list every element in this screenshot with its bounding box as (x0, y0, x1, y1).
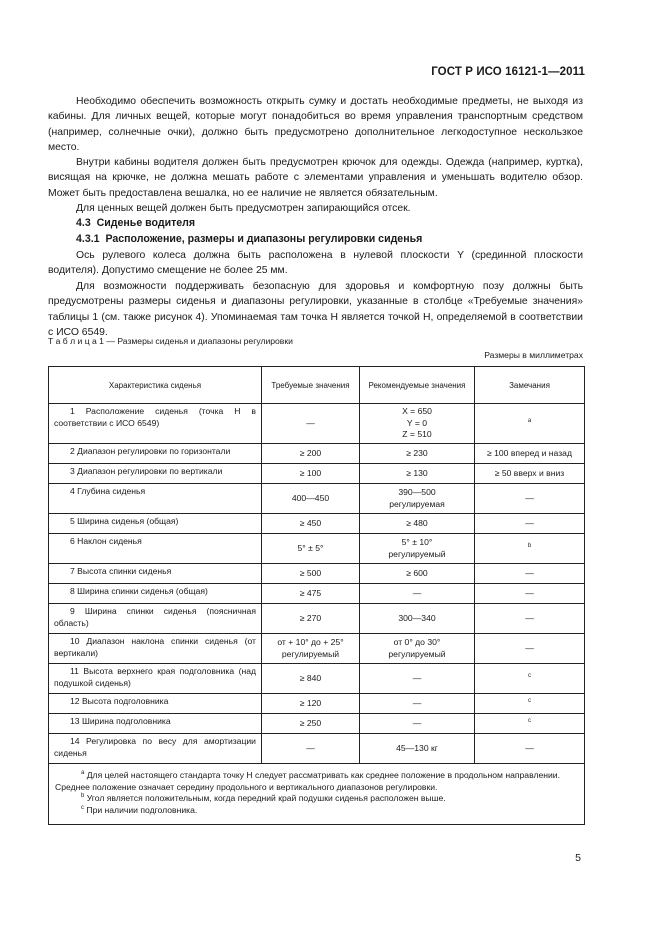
characteristic-cell: 9 Ширина спинки сиденья (поясничная область) (49, 604, 262, 634)
table-units: Размеры в миллиметрах (484, 350, 583, 360)
table-row (49, 714, 585, 734)
recommended-value-cell: 5° ± 10° регулируемый (360, 534, 475, 564)
note-cell: c (475, 714, 585, 734)
column-header: Требуемые значения (262, 367, 360, 404)
seat-dimensions-table (48, 366, 585, 825)
required-value-cell: ≥ 475 (262, 584, 360, 604)
recommended-value-cell: от 0° до 30° регулируемый (360, 634, 475, 664)
column-header: Рекомендуемые значения (360, 367, 475, 404)
required-value-cell: ≥ 450 (262, 514, 360, 534)
characteristic-cell: 3 Диапазон регулировки по вертикали (49, 464, 262, 484)
characteristic-cell: 7 Высота спинки сиденья (49, 564, 262, 584)
column-header: Замечания (475, 367, 585, 404)
note-cell: — (475, 564, 585, 584)
required-value-cell: ≥ 840 (262, 664, 360, 694)
document-header: ГОСТ Р ИСО 16121-1—2011 (431, 66, 585, 78)
note-cell: — (475, 734, 585, 764)
paragraph: Ось рулевого колеса должна быть расположена в нулевой плоскости Y (срединной плоскости водителя). Допустимо смещение не более 25 мм. (48, 250, 583, 277)
required-value-cell: от + 10° до + 25° регулируемый (262, 634, 360, 664)
required-value-cell: — (262, 734, 360, 764)
table-footnotes (49, 764, 585, 825)
recommended-value-cell: ≥ 230 (360, 444, 475, 464)
table-row (49, 464, 585, 484)
note-cell: — (475, 584, 585, 604)
characteristic-cell: 13 Ширина подголовника (49, 714, 262, 734)
required-value-cell: ≥ 250 (262, 714, 360, 734)
recommended-value-cell: ≥ 600 (360, 564, 475, 584)
required-value-cell: ≥ 500 (262, 564, 360, 584)
recommended-value-cell: ≥ 480 (360, 514, 475, 534)
table-header-row (49, 367, 585, 404)
characteristic-cell: 1 Расположение сиденья (точка H в соответствии с ИСО 6549) (49, 404, 262, 444)
recommended-value-cell: — (360, 714, 475, 734)
note-cell: a (475, 404, 585, 444)
table-row (49, 584, 585, 604)
footnotes-row (49, 764, 585, 825)
table-row (49, 404, 585, 444)
required-value-cell: 5° ± 5° (262, 534, 360, 564)
characteristic-cell: 14 Регулировка по весу для амортизации сиденья (49, 734, 262, 764)
characteristic-cell: 8 Ширина спинки сиденья (общая) (49, 584, 262, 604)
footnote: $^b$ Угол является положительным, когда передний край подушки сиденья расположен выше. (81, 793, 446, 804)
recommended-value-cell: ≥ 130 (360, 464, 475, 484)
required-value-cell: ≥ 270 (262, 604, 360, 634)
table-caption: Т а б л и ц а 1 — Размеры сиденья и диапазоны регулировки (48, 336, 293, 346)
footnote: $^c$ При наличии подголовника. (81, 804, 198, 815)
recommended-value-cell: — (360, 584, 475, 604)
characteristic-cell: 10 Диапазон наклона спинки сиденья (от вертикали) (49, 634, 262, 664)
table-row (49, 444, 585, 464)
characteristic-cell: 4 Глубина сиденья (49, 484, 262, 514)
table-row (49, 694, 585, 714)
recommended-value-cell: 390—500 регулируемая (360, 484, 475, 514)
note-cell: b (475, 534, 585, 564)
required-value-cell: ≥ 120 (262, 694, 360, 714)
required-value-cell: 400—450 (262, 484, 360, 514)
table-row (49, 564, 585, 584)
note-cell: c (475, 664, 585, 694)
characteristic-cell: 6 Наклон сиденья (49, 534, 262, 564)
table-row (49, 484, 585, 514)
paragraph: Для ценных вещей должен быть предусмотрен запирающийся отсек. (76, 203, 411, 214)
column-header: Характеристика сиденья (49, 367, 262, 404)
recommended-value-cell: — (360, 664, 475, 694)
table-row (49, 734, 585, 764)
note-cell: c (475, 694, 585, 714)
footnote: $^a$ Для целей настоящего стандарта точку H следует рассматривать как среднее положение в продольном направлении. Среднее положение означает середину продольного и вертикального диапазонов регулировки. (55, 770, 560, 792)
paragraph: Необходимо обеспечить возможность открыть сумку и достать необходимые предметы, не выходя из кабины. Для личных вещей, которые могут понадобиться во время управления транспортным средством (например, солнечные очки), должно быть предусмотрено дополнительное легкодоступное нескользкое место. (48, 96, 583, 154)
subsection-heading: 4.3.1 Расположение, размеры и диапазоны регулировки сиденья (76, 233, 423, 245)
recommended-value-cell: — (360, 694, 475, 714)
table-row (49, 534, 585, 564)
note-cell: — (475, 604, 585, 634)
characteristic-cell: 11 Высота верхнего края подголовника (над подушкой сиденья) (49, 664, 262, 694)
required-value-cell: — (262, 404, 360, 444)
characteristic-cell: 12 Высота подголовника (49, 694, 262, 714)
page-number: 5 (575, 852, 581, 864)
table-row (49, 634, 585, 664)
required-value-cell: ≥ 100 (262, 464, 360, 484)
recommended-value-cell: 300—340 (360, 604, 475, 634)
note-cell: ≥ 50 вверх и вниз (475, 464, 585, 484)
recommended-value-cell: X = 650 Y = 0 Z = 510 (360, 404, 475, 444)
section-heading: 4.3 Сиденье водителя (76, 217, 196, 229)
recommended-value-cell: 45—130 кг (360, 734, 475, 764)
paragraph: Для возможности поддерживать безопасную для здоровья и комфортную позу должны быть предусмотрены размеры сиденья и диапазоны регулировки, указанные в столбце «Требуемые значения» таблицы 1 (см. также рисунок 4). Упоминаемая там точка H является точкой H, определяемой в соответствии с ИСО 6549. (48, 281, 583, 339)
note-cell: — (475, 514, 585, 534)
table-row (49, 514, 585, 534)
table-row (49, 604, 585, 634)
note-cell: ≥ 100 вперед и назад (475, 444, 585, 464)
note-cell: — (475, 634, 585, 664)
characteristic-cell: 5 Ширина сиденья (общая) (49, 514, 262, 534)
table-row (49, 664, 585, 694)
required-value-cell: ≥ 200 (262, 444, 360, 464)
characteristic-cell: 2 Диапазон регулировки по горизонтали (49, 444, 262, 464)
note-cell: — (475, 484, 585, 514)
paragraph: Внутри кабины водителя должен быть предусмотрен крючок для одежды. Одежда (например, куртка), висящая на крючке, не должна мешать работе с элементами управления и уменьшать водителю обзор. Может быть предоставлена вешалка, но ее наличие не является обязательным. (48, 157, 583, 199)
